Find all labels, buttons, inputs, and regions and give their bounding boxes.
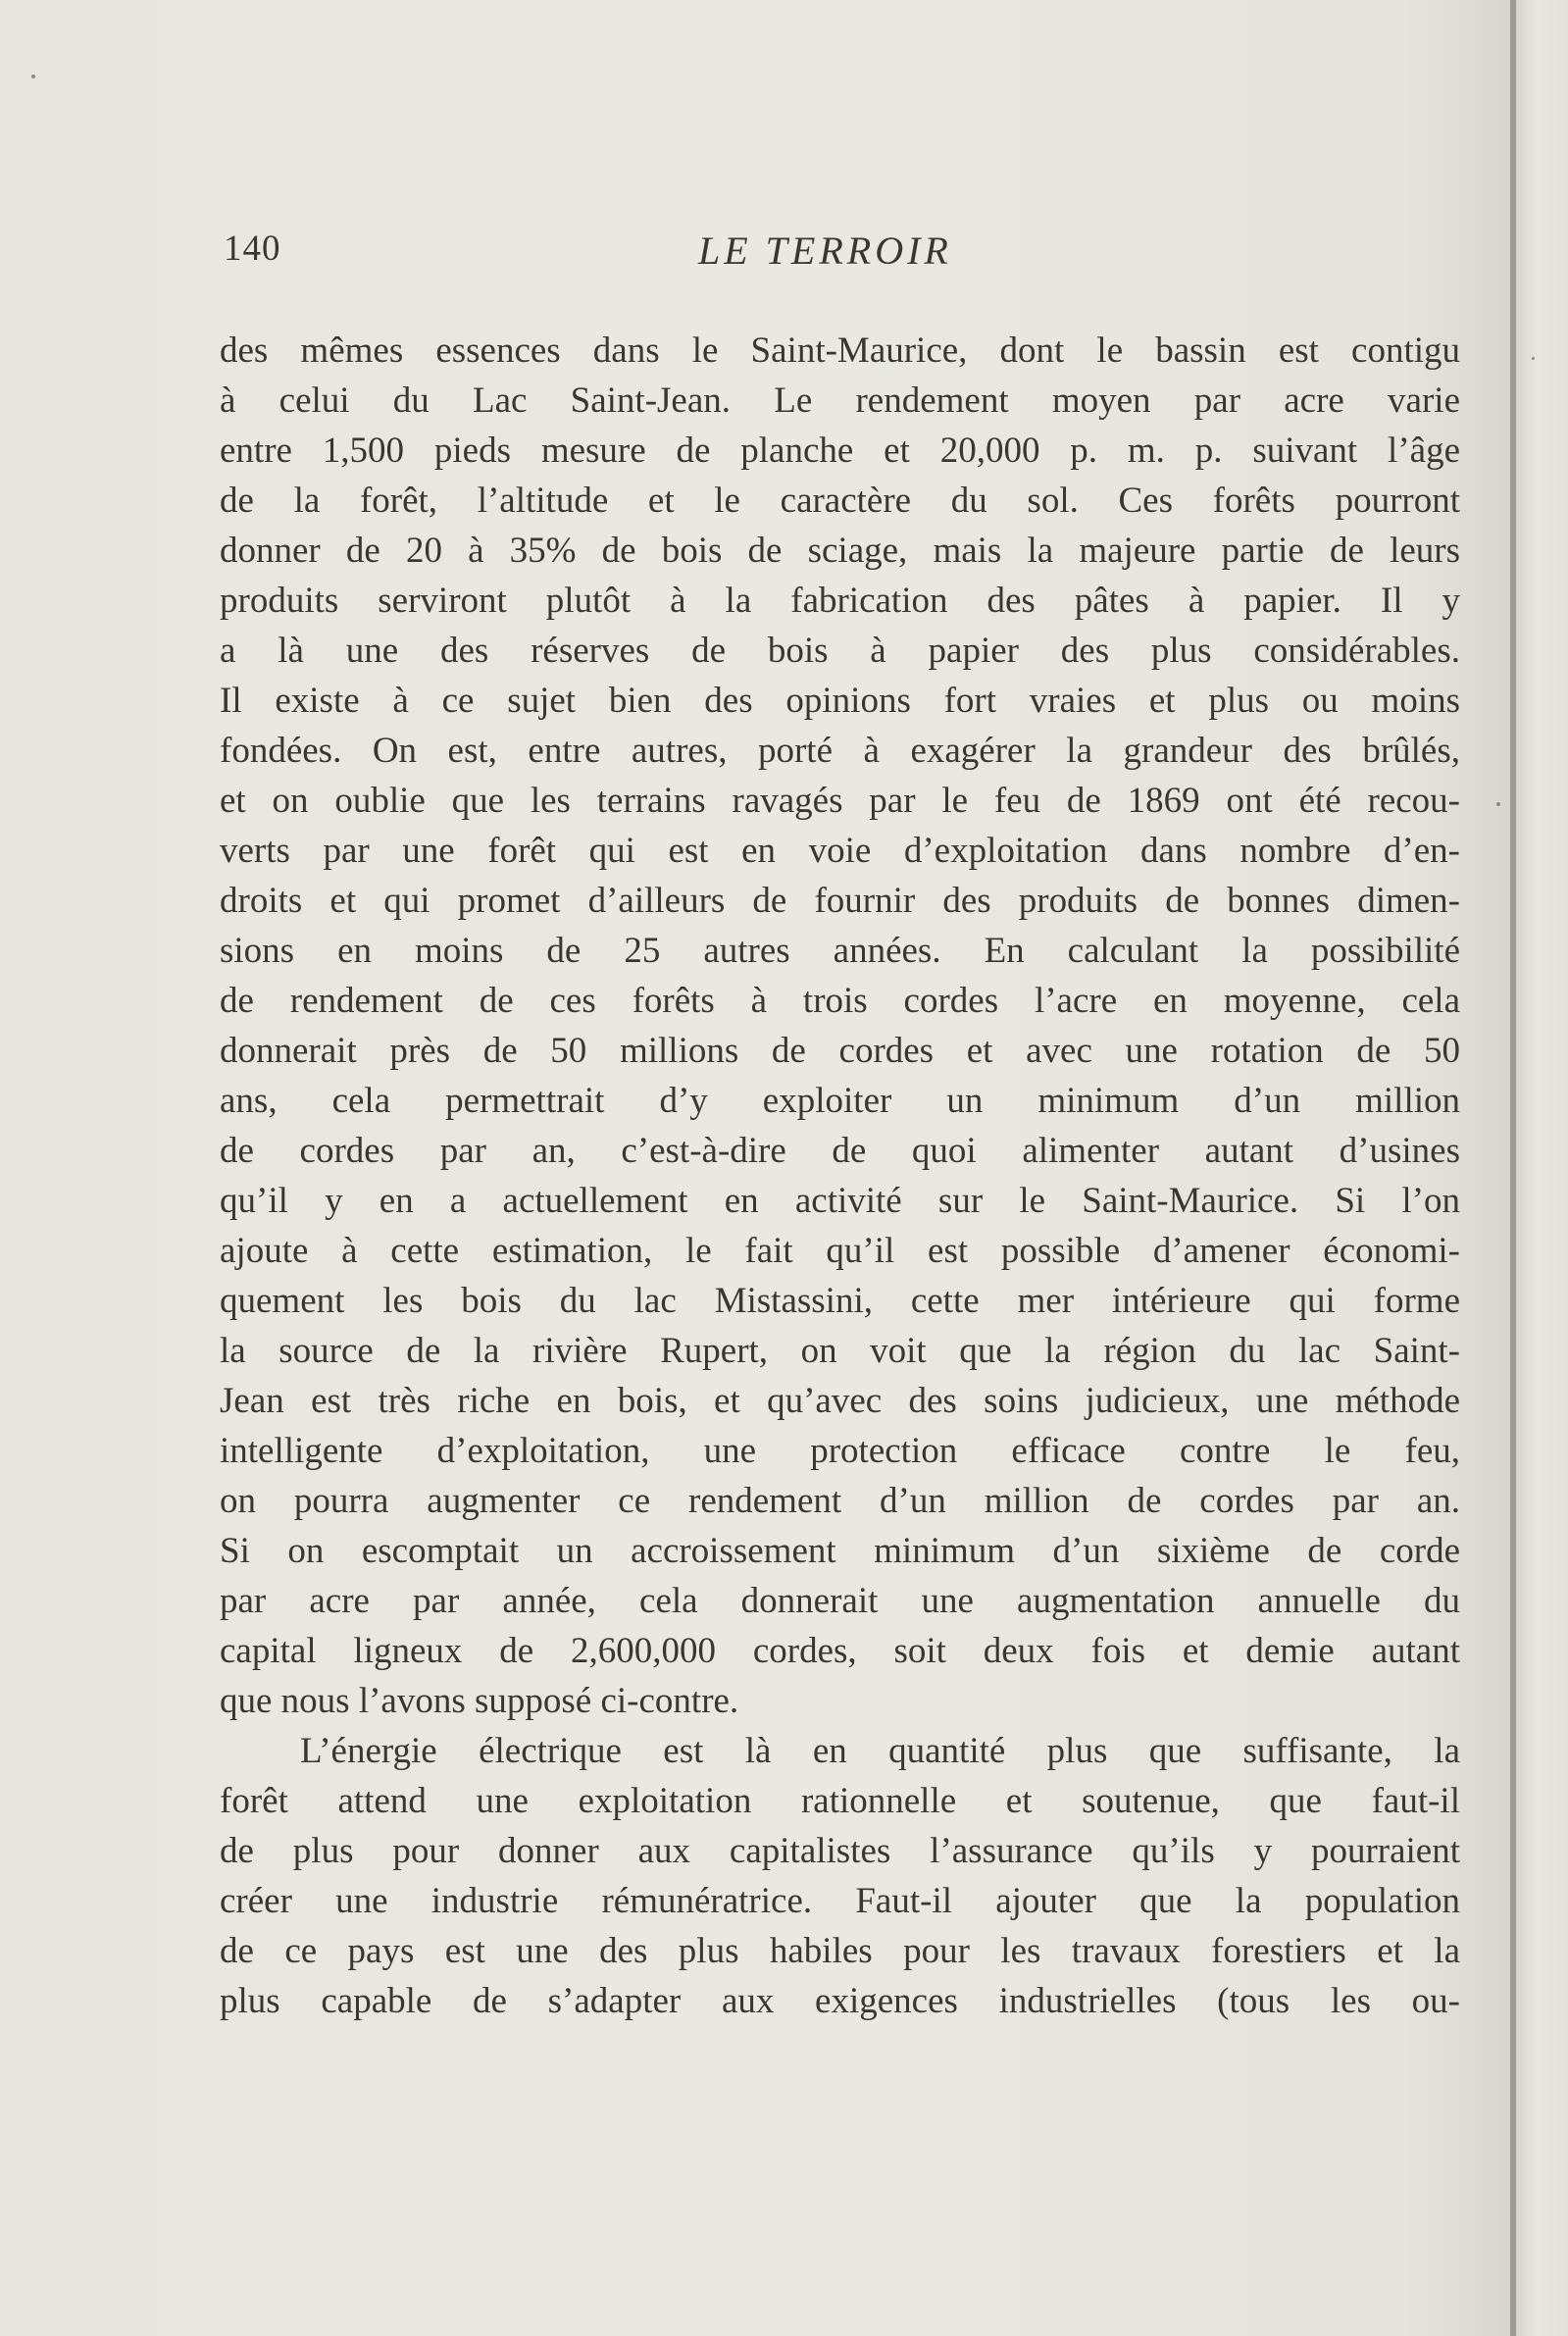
body-text [220, 326, 1460, 2026]
text-line: de plus pour donner aux capitalistes l’assurance qu’ils y pourraient [220, 1831, 1460, 1871]
text-line: de ce pays est une des plus habiles pour les travaux forestiers et la [220, 1931, 1460, 1971]
paper-speck [31, 75, 35, 78]
text-line: capital ligneux de 2,600,000 cordes, soit deux fois et demie autant [220, 1631, 1460, 1671]
text-line: Jean est très riche en bois, et qu’avec des soins judicieux, une méthode [220, 1381, 1460, 1421]
text-line: par acre par année, cela donnerait une augmentation annuelle du [220, 1581, 1460, 1621]
text-line: que nous l’avons supposé ci-contre. [220, 1681, 739, 1721]
adjacent-page-edge [1516, 0, 1568, 2336]
text-line: donnerait près de 50 millions de cordes et avec une rotation de 50 [220, 1031, 1460, 1071]
text-line: de rendement de ces forêts à trois cordes l’acre en moyenne, cela [220, 981, 1460, 1021]
text-line: quement les bois du lac Mistassini, cette mer intérieure qui forme [220, 1281, 1460, 1321]
page-number: 140 [224, 229, 281, 269]
text-line: ajoute à cette estimation, le fait qu’il est possible d’amener économi- [220, 1231, 1460, 1271]
text-line: forêt attend une exploitation rationnelle et soutenue, que faut-il [220, 1781, 1460, 1821]
text-line: qu’il y en a actuellement en activité sur le Saint-Maurice. Si l’on [220, 1181, 1460, 1221]
text-line: sions en moins de 25 autres années. En calculant la possibilité [220, 931, 1460, 971]
text-line: de cordes par an, c’est-à-dire de quoi alimenter autant d’usines [220, 1131, 1460, 1171]
text-line: créer une industrie rémunératrice. Faut-il ajouter que la population [220, 1881, 1460, 1921]
text-line: donner de 20 à 35% de bois de sciage, mais la majeure partie de leurs [220, 531, 1460, 571]
text-line: plus capable de s’adapter aux exigences industrielles (tous les ou- [220, 1981, 1460, 2021]
paper-speck [1532, 357, 1535, 360]
text-line: intelligente d’exploitation, une protection efficace contre le feu, [220, 1431, 1460, 1471]
paragraph [220, 1726, 1460, 2026]
text-line: verts par une forêt qui est en voie d’exploitation dans nombre d’en- [220, 831, 1460, 871]
text-line: à celui du Lac Saint-Jean. Le rendement moyen par acre varie [220, 381, 1460, 421]
text-line: fondées. On est, entre autres, porté à exagérer la grandeur des brûlés, [220, 731, 1460, 771]
text-line: Il existe à ce sujet bien des opinions fort vraies et plus ou moins [220, 681, 1460, 721]
text-line: produits serviront plutôt à la fabrication des pâtes à papier. Il y [220, 581, 1460, 621]
text-line: et on oublie que les terrains ravagés par le feu de 1869 ont été recou- [220, 781, 1460, 821]
text-line: a là une des réserves de bois à papier des plus considérables. [220, 631, 1460, 671]
text-line: droits et qui promet d’ailleurs de fournir des produits de bonnes dimen- [220, 881, 1460, 921]
text-line: des mêmes essences dans le Saint-Maurice, dont le bassin est contigu [220, 330, 1460, 371]
running-title: LE TERROIR [698, 229, 952, 273]
text-line: entre 1,500 pieds mesure de planche et 20,000 p. m. p. suivant l’âge [220, 431, 1460, 471]
paragraph [220, 326, 1460, 1726]
text-line: on pourra augmenter ce rendement d’un million de cordes par an. [220, 1481, 1460, 1521]
page-header [218, 228, 1469, 286]
text-line: de la forêt, l’altitude et le caractère du sol. Ces forêts pourront [220, 481, 1460, 521]
text-line: la source de la rivière Rupert, on voit que la région du lac Saint- [220, 1331, 1460, 1371]
paper-speck [1496, 802, 1500, 806]
text-line: Si on escomptait un accroissement minimum d’un sixième de corde [220, 1531, 1460, 1571]
text-line: ans, cela permettrait d’y exploiter un minimum d’un million [220, 1081, 1460, 1121]
text-line: L’énergie électrique est là en quantité plus que suffisante, la [300, 1731, 1460, 1771]
